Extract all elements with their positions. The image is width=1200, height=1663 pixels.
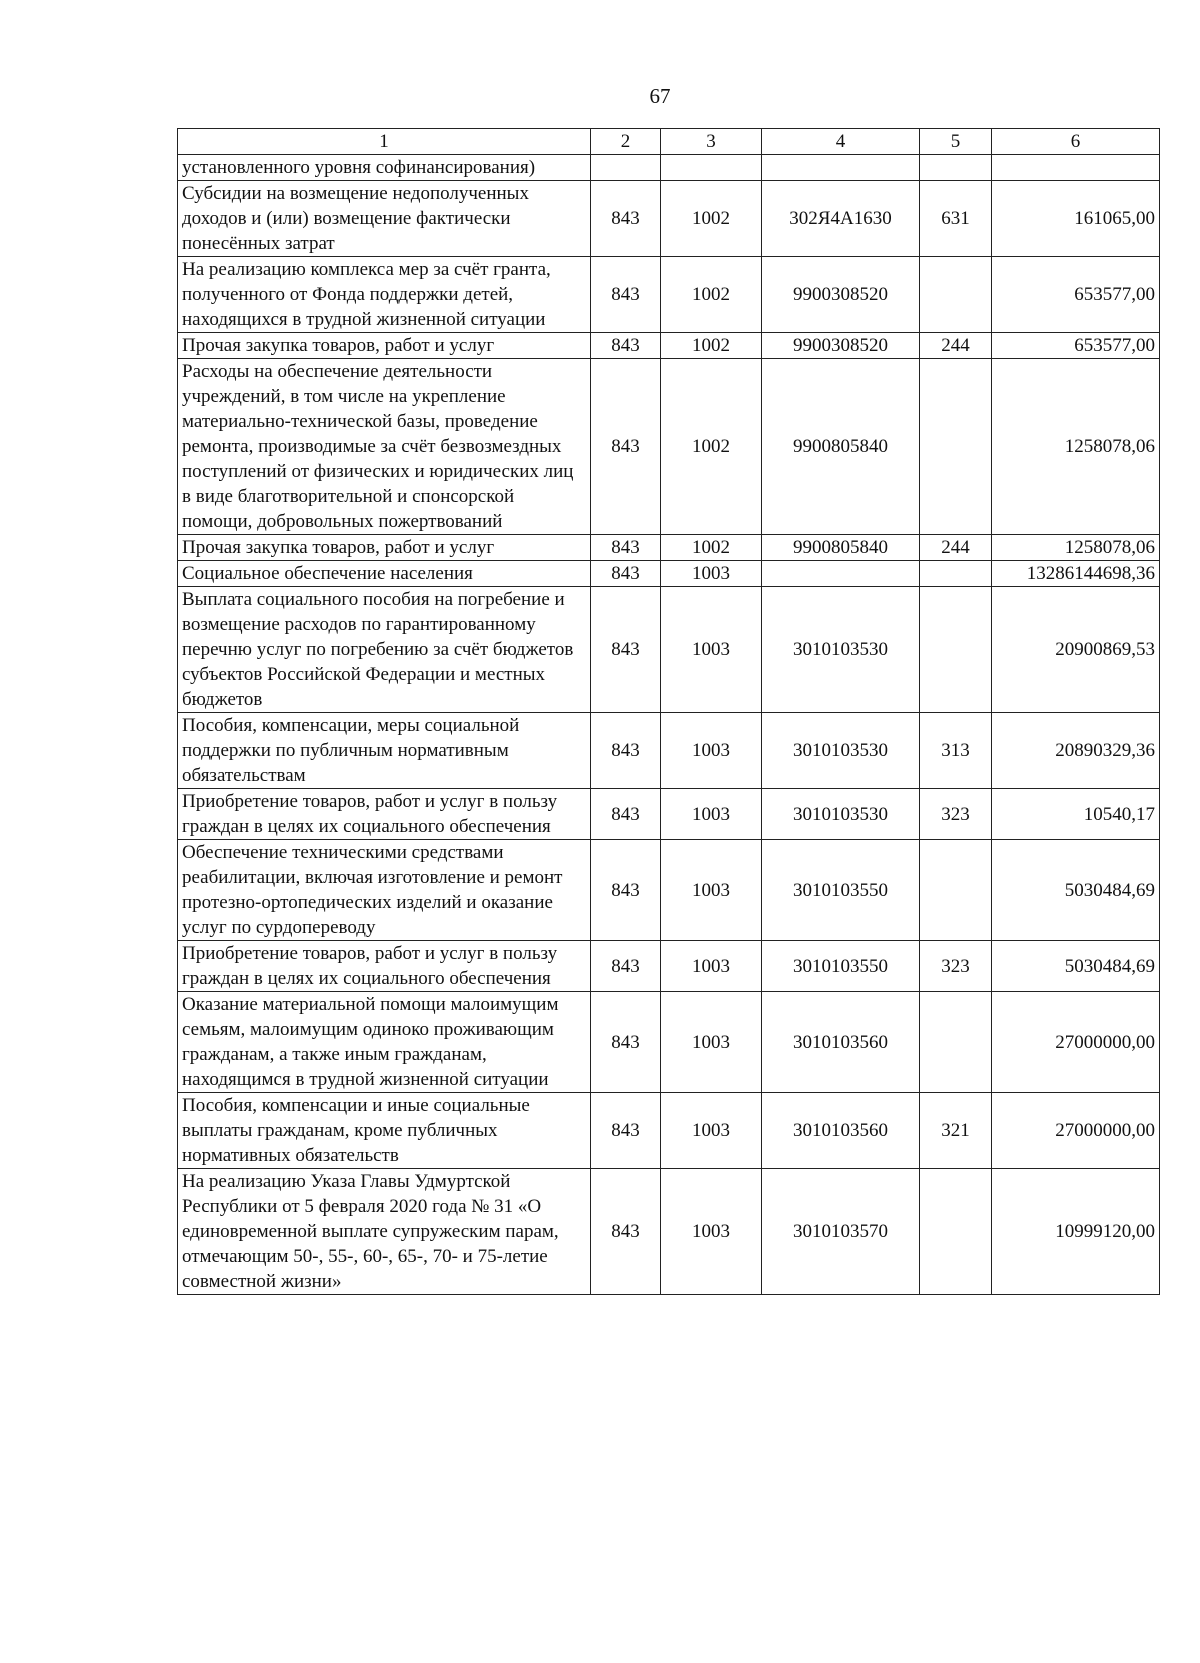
row-name: Приобретение товаров, работ и услуг в пользу граждан в целях их социального обеспечения [178, 941, 591, 992]
cell-amount [992, 155, 1160, 181]
cell-amount: 161065,00 [992, 181, 1160, 257]
cell-target-article: 9900308520 [762, 257, 920, 333]
cell-section-code: 1002 [661, 359, 762, 535]
cell-department-code: 843 [591, 1169, 661, 1295]
row-name: Оказание материальной помощи малоимущим семьям, малоимущим одиноко проживающим гражданам, а также иным гражданам, находящимся в трудной жизненной ситуации [178, 992, 591, 1093]
row-name: Прочая закупка товаров, работ и услуг [178, 333, 591, 359]
cell-expense-type [920, 257, 992, 333]
cell-target-article: 3010103550 [762, 941, 920, 992]
cell-section-code: 1003 [661, 941, 762, 992]
row-name: Пособия, компенсации, меры социальной поддержки по публичным нормативным обязательствам [178, 713, 591, 789]
column-header-5: 5 [920, 129, 992, 155]
cell-amount: 1258078,06 [992, 359, 1160, 535]
cell-expense-type: 313 [920, 713, 992, 789]
row-name: Выплата социального пособия на погребение и возмещение расходов по гарантированному перечню услуг по погребению за счёт бюджетов субъектов Российской Федерации и местных бюджетов [178, 587, 591, 713]
cell-target-article: 3010103570 [762, 1169, 920, 1295]
cell-department-code: 843 [591, 840, 661, 941]
cell-amount: 1258078,06 [992, 535, 1160, 561]
cell-expense-type [920, 1169, 992, 1295]
cell-target-article [762, 561, 920, 587]
table-row [178, 359, 1160, 535]
cell-section-code: 1003 [661, 713, 762, 789]
cell-section-code: 1003 [661, 587, 762, 713]
page-number: 67 [649, 84, 671, 108]
row-name: установленного уровня софинансирования) [178, 155, 591, 181]
cell-section-code: 1003 [661, 561, 762, 587]
cell-expense-type: 244 [920, 333, 992, 359]
table-row [178, 257, 1160, 333]
table-row [178, 992, 1160, 1093]
table-row [178, 1093, 1160, 1169]
cell-department-code: 843 [591, 535, 661, 561]
cell-amount: 5030484,69 [992, 941, 1160, 992]
cell-amount: 5030484,69 [992, 840, 1160, 941]
table-header-row [178, 129, 1160, 155]
cell-section-code: 1002 [661, 333, 762, 359]
cell-target-article: 9900805840 [762, 359, 920, 535]
cell-amount: 27000000,00 [992, 992, 1160, 1093]
cell-expense-type [920, 561, 992, 587]
cell-target-article: 302Я4А1630 [762, 181, 920, 257]
cell-target-article: 3010103530 [762, 713, 920, 789]
table-row [178, 561, 1160, 587]
cell-department-code: 843 [591, 333, 661, 359]
table-row [178, 181, 1160, 257]
cell-expense-type: 631 [920, 181, 992, 257]
cell-amount: 20890329,36 [992, 713, 1160, 789]
row-name: Прочая закупка товаров, работ и услуг [178, 535, 591, 561]
cell-expense-type [920, 840, 992, 941]
row-name: Социальное обеспечение населения [178, 561, 591, 587]
cell-department-code: 843 [591, 359, 661, 535]
table-row [178, 535, 1160, 561]
row-name: Пособия, компенсации и иные социальные выплаты гражданам, кроме публичных нормативных обязательств [178, 1093, 591, 1169]
row-name: Обеспечение техническими средствами реабилитации, включая изготовление и ремонт протезно-ортопедических изделий и оказание услуг по сурдопереводу [178, 840, 591, 941]
cell-target-article: 3010103550 [762, 840, 920, 941]
row-name: На реализацию комплекса мер за счёт гранта, полученного от Фонда поддержки детей, находящихся в трудной жизненной ситуации [178, 257, 591, 333]
cell-expense-type [920, 587, 992, 713]
row-name: Приобретение товаров, работ и услуг в пользу граждан в целях их социального обеспечения [178, 789, 591, 840]
table-row [178, 587, 1160, 713]
column-header-2: 2 [591, 129, 661, 155]
cell-expense-type [920, 155, 992, 181]
row-name: Субсидии на возмещение недополученных доходов и (или) возмещение фактически понесённых затрат [178, 181, 591, 257]
cell-amount: 653577,00 [992, 333, 1160, 359]
column-header-6: 6 [992, 129, 1160, 155]
cell-section-code: 1002 [661, 535, 762, 561]
cell-amount: 20900869,53 [992, 587, 1160, 713]
cell-section-code [661, 155, 762, 181]
cell-department-code: 843 [591, 941, 661, 992]
table-row [178, 789, 1160, 840]
row-name: На реализацию Указа Главы Удмуртской Республики от 5 февраля 2020 года № 31 «О единовременной выплате супружеским парам, отмечающим 50-, 55-, 60-, 65-, 70- и 75-летие совместной жизни» [178, 1169, 591, 1295]
column-header-3: 3 [661, 129, 762, 155]
table-row [178, 713, 1160, 789]
cell-section-code: 1003 [661, 1169, 762, 1295]
cell-expense-type: 323 [920, 941, 992, 992]
cell-department-code: 843 [591, 181, 661, 257]
cell-target-article: 3010103530 [762, 789, 920, 840]
cell-department-code: 843 [591, 992, 661, 1093]
cell-department-code: 843 [591, 789, 661, 840]
cell-department-code: 843 [591, 257, 661, 333]
row-name: Расходы на обеспечение деятельности учреждений, в том числе на укрепление материально-технической базы, проведение ремонта, производимые за счёт безвозмездных поступлений от физических и юридических лиц в виде благотворительной и спонсорской помощи, добровольных пожертвований [178, 359, 591, 535]
cell-section-code: 1003 [661, 1093, 762, 1169]
cell-expense-type: 323 [920, 789, 992, 840]
table-row [178, 333, 1160, 359]
cell-target-article: 3010103530 [762, 587, 920, 713]
table-row [178, 840, 1160, 941]
cell-section-code: 1003 [661, 789, 762, 840]
cell-target-article: 3010103560 [762, 1093, 920, 1169]
cell-expense-type [920, 359, 992, 535]
cell-department-code [591, 155, 661, 181]
cell-amount: 10999120,00 [992, 1169, 1160, 1295]
cell-department-code: 843 [591, 587, 661, 713]
cell-amount: 13286144698,36 [992, 561, 1160, 587]
column-header-4: 4 [762, 129, 920, 155]
budget-table [177, 128, 1160, 1295]
cell-target-article: 9900308520 [762, 333, 920, 359]
cell-section-code: 1003 [661, 840, 762, 941]
cell-amount: 27000000,00 [992, 1093, 1160, 1169]
table-row [178, 941, 1160, 992]
cell-expense-type [920, 992, 992, 1093]
cell-department-code: 843 [591, 713, 661, 789]
cell-department-code: 843 [591, 1093, 661, 1169]
table-row [178, 155, 1160, 181]
cell-expense-type: 244 [920, 535, 992, 561]
cell-amount: 653577,00 [992, 257, 1160, 333]
cell-target-article [762, 155, 920, 181]
cell-section-code: 1003 [661, 992, 762, 1093]
cell-section-code: 1002 [661, 181, 762, 257]
cell-target-article: 3010103560 [762, 992, 920, 1093]
cell-department-code: 843 [591, 561, 661, 587]
column-header-1: 1 [178, 129, 591, 155]
cell-amount: 10540,17 [992, 789, 1160, 840]
cell-target-article: 9900805840 [762, 535, 920, 561]
table-row [178, 1169, 1160, 1295]
cell-expense-type: 321 [920, 1093, 992, 1169]
cell-section-code: 1002 [661, 257, 762, 333]
